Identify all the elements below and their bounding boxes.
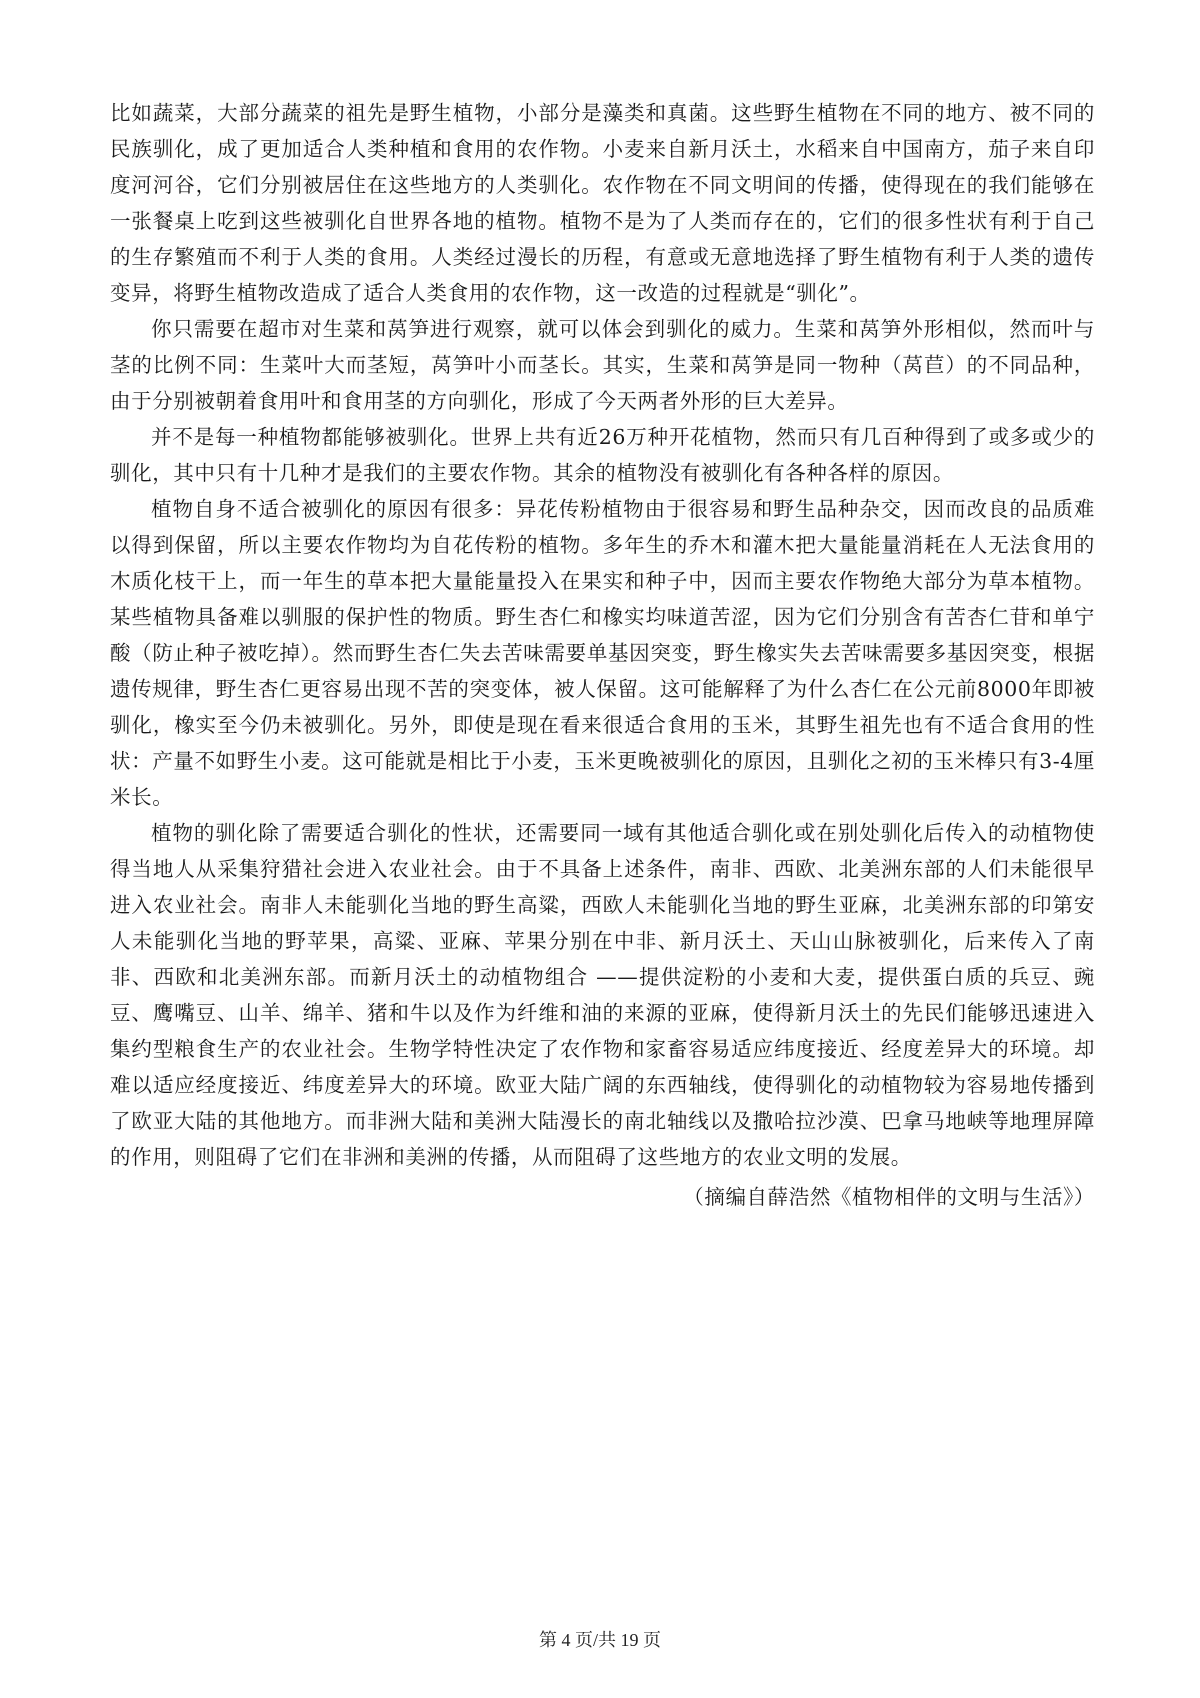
paragraph-5: 植物的驯化除了需要适合驯化的性状，还需要同一域有其他适合驯化或在别处驯化后传入的动植物使得当地人从采集狩猎社会进入农业社会。由于不具备上述条件，南非、西欧、北美洲东部的人们未能很早进入农业社会。南非人未能驯化当地的野生高粱，西欧人未能驯化当地的野生亚麻，北美洲东部的印第安人未能驯化当地的野苹果，高粱、亚麻、苹果分别在中非、新月沃土、天山山脉被驯化，后来传入了南非、西欧和北美洲东部。而新月沃土的动植物组合 ——提供淀粉的小麦和大麦，提供蛋白质的兵豆、豌豆、鹰嘴豆、山羊、绵羊、猪和牛以及作为纤维和油的来源的亚麻，使得新月沃土的先民们能够迅速进入集约型粮食生产的农业社会。生物学特性决定了农作物和家畜容易适应纬度接近、经度差异大的环境。却难以适应经度接近、纬度差异大的环境。欧亚大陆广阔的东西轴线，使得驯化的动植物较为容易地传播到了欧亚大陆的其他地方。而非洲大陆和美洲大陆漫长的南北轴线以及撒哈拉沙漠、巴拿马地峡等地理屏障的作用，则阻碍了它们在非洲和美洲的传播，从而阻碍了这些地方的农业文明的发展。 xyxy=(110,821,1095,1169)
source-citation: （摘编自薛浩然《植物相伴的文明与生活》） xyxy=(683,1185,1095,1209)
page-number-footer: 第 4 页/共 19 页 xyxy=(538,1630,661,1650)
paragraph-2: 你只需要在超市对生菜和莴笋进行观察，就可以体会到驯化的威力。生菜和莴笋外形相似，然而叶与茎的比例不同：生菜叶大而茎短，莴笋叶小而茎长。其实，生菜和莴笋是同一物种（莴苣）的不同品种，由于分别被朝着食用叶和食用茎的方向驯化，形成了今天两者外形的巨大差异。 xyxy=(110,317,1095,413)
document-body xyxy=(110,95,1095,1215)
paragraph-3: 并不是每一种植物都能够被驯化。世界上共有近26万种开花植物，然而只有几百种得到了或多或少的驯化，其中只有十几种才是我们的主要农作物。其余的植物没有被驯化有各种各样的原因。 xyxy=(110,425,1095,485)
paragraph-4: 植物自身不适合被驯化的原因有很多：异花传粉植物由于很容易和野生品种杂交，因而改良的品质难以得到保留，所以主要农作物均为自花传粉的植物。多年生的乔木和灌木把大量能量消耗在人无法食用的木质化枝干上，而一年生的草本把大量能量投入在果实和种子中，因而主要农作物绝大部分为草本植物。某些植物具备难以驯服的保护性的物质。野生杏仁和橡实均味道苦涩，因为它们分别含有苦杏仁苷和单宁酸（防止种子被吃掉）。然而野生杏仁失去苦味需要单基因突变，野生橡实失去苦味需要多基因突变，根据遗传规律，野生杏仁更容易出现不苦的突变体，被人保留。这可能解释了为什么杏仁在公元前8000年即被驯化，橡实至今仍未被驯化。另外，即使是现在看来很适合食用的玉米，其野生祖先也有不适合食用的性状：产量不如野生小麦。这可能就是相比于小麦，玉米更晚被驯化的原因，且驯化之初的玉米棒只有3-4厘米长。 xyxy=(110,497,1095,809)
paragraph-1: 比如蔬菜，大部分蔬菜的祖先是野生植物，小部分是藻类和真菌。这些野生植物在不同的地方、被不同的民族驯化，成了更加适合人类种植和食用的农作物。小麦来自新月沃土，水稻来自中国南方，茄子来自印度河河谷，它们分别被居住在这些地方的人类驯化。农作物在不同文明间的传播，使得现在的我们能够在一张餐桌上吃到这些被驯化自世界各地的植物。植物不是为了人类而存在的，它们的很多性状有利于自己的生存繁殖而不利于人类的食用。人类经过漫长的历程，有意或无意地选择了野生植物有利于人类的遗传变异，将野生植物改造成了适合人类食用的农作物，这一改造的过程就是“驯化”。 xyxy=(110,101,1095,305)
